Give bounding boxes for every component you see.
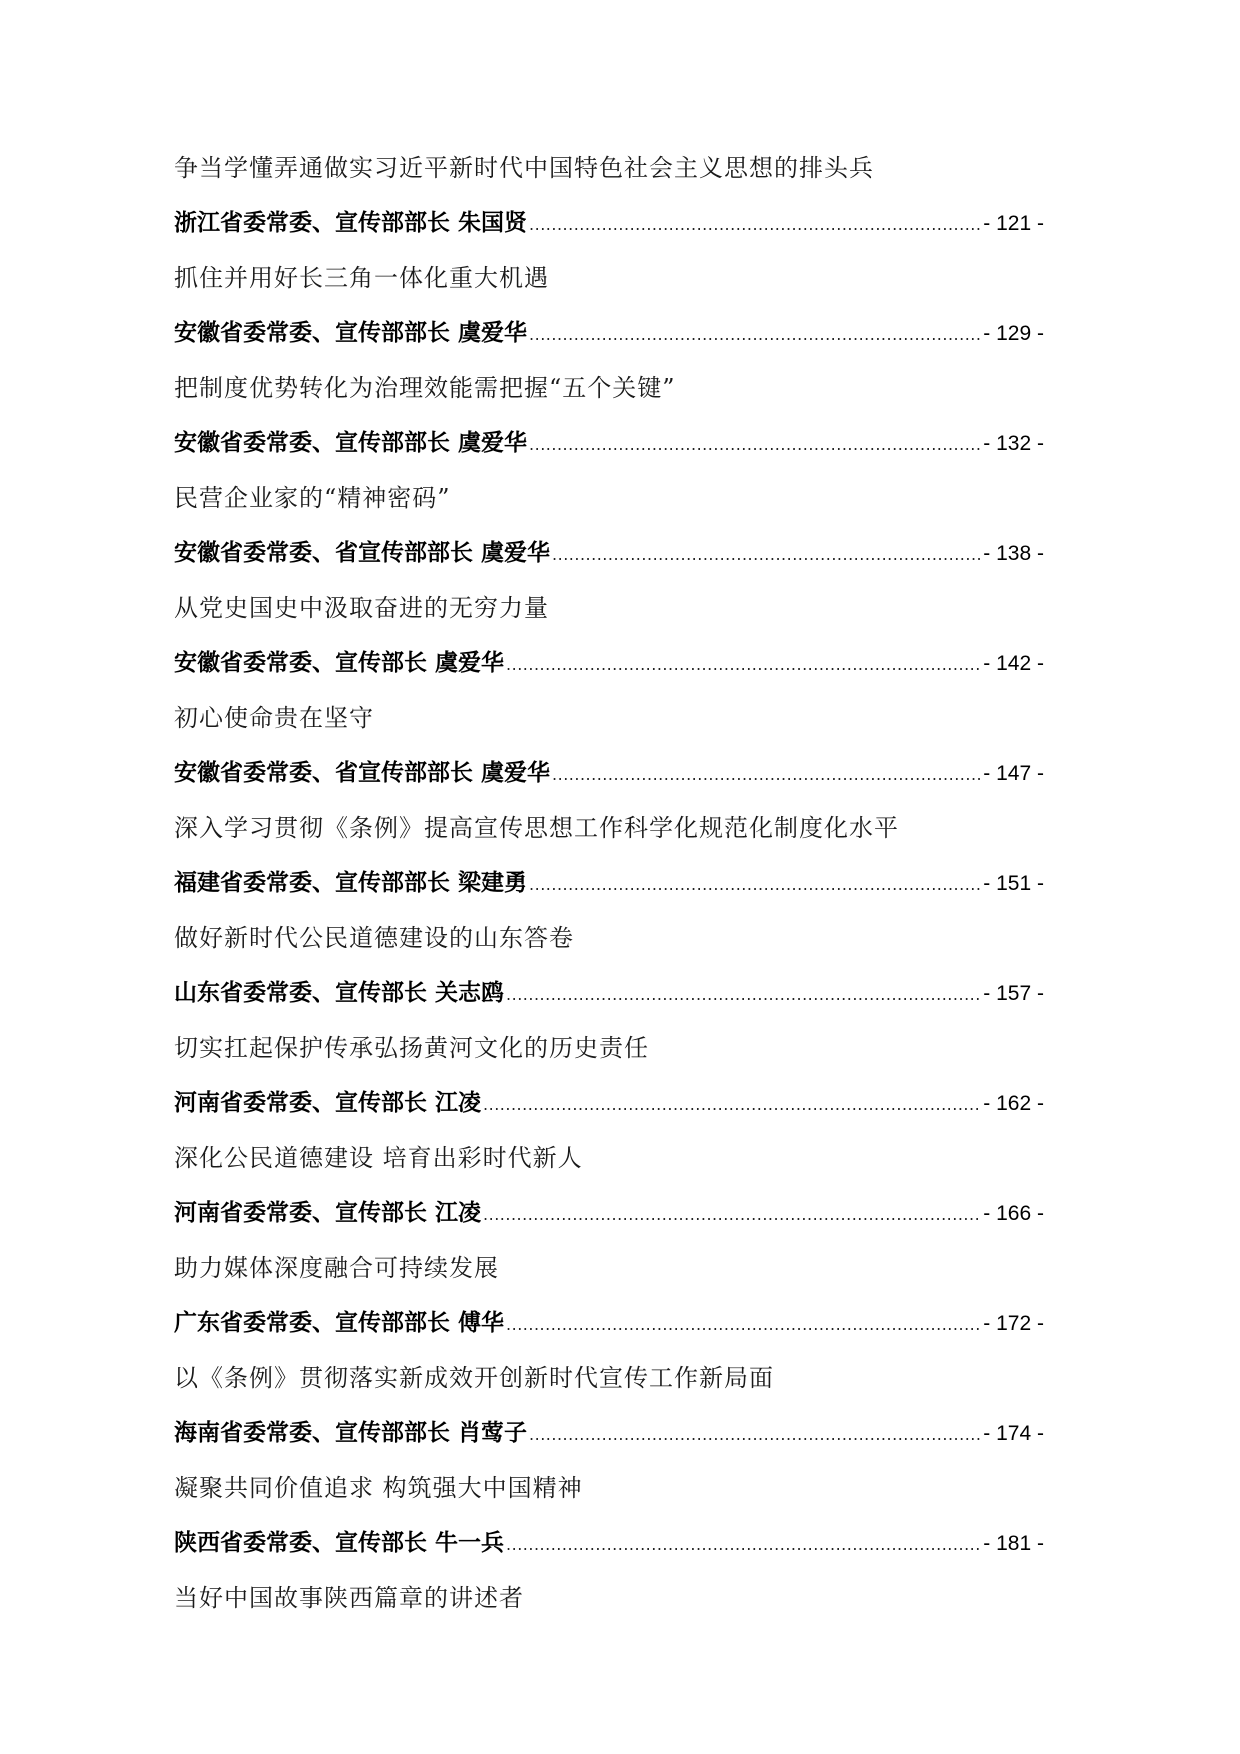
dot-leader <box>506 1298 981 1352</box>
toc-entry-author: 安徽省委常委、宣传部部长 虞爱华 <box>174 430 528 456</box>
dot-leader <box>529 308 981 362</box>
toc-entry-author-line[interactable] <box>174 856 1044 910</box>
toc-entry-author-line[interactable] <box>174 636 1044 690</box>
dot-leader <box>552 528 981 582</box>
toc-entry-author: 陕西省委常委、宣传部长 牛一兵 <box>174 1530 505 1556</box>
toc-entry-author-line[interactable] <box>174 416 1044 470</box>
toc-entry-author-line[interactable] <box>174 196 1044 250</box>
toc-entry-author-line[interactable] <box>174 526 1044 580</box>
toc-entry-author: 安徽省委常委、省宣传部部长 虞爱华 <box>174 540 551 566</box>
toc-entry-page-number: - 181 - <box>983 1532 1044 1555</box>
toc-entry-author-line[interactable] <box>174 306 1044 360</box>
toc-entry-title: 切实扛起保护传承弘扬黄河文化的历史责任 <box>174 1034 649 1062</box>
toc-entry-author: 浙江省委常委、宣传部部长 朱国贤 <box>174 210 528 236</box>
toc-entry-author-line[interactable] <box>174 1186 1044 1240</box>
toc-entry-author: 河南省委常委、宣传部长 江凌 <box>174 1200 482 1226</box>
toc-entry-author-line[interactable] <box>174 746 1044 800</box>
toc-entry-title: 从党史国史中汲取奋进的无穷力量 <box>174 594 549 622</box>
toc-entry-author-line[interactable] <box>174 1406 1044 1460</box>
dot-leader <box>529 198 981 252</box>
toc-entry-author: 安徽省委常委、省宣传部部长 虞爱华 <box>174 760 551 786</box>
toc-entry-title: 抓住并用好长三角一体化重大机遇 <box>174 264 549 292</box>
dot-leader <box>529 418 981 472</box>
toc-entry-author: 安徽省委常委、宣传部部长 虞爱华 <box>174 320 528 346</box>
toc-entry-page-number: - 142 - <box>983 652 1044 675</box>
dot-leader <box>506 1518 981 1572</box>
toc-entry-title: 助力媒体深度融合可持续发展 <box>174 1254 499 1282</box>
toc-entry-page-number: - 157 - <box>983 982 1044 1005</box>
dot-leader <box>483 1078 981 1132</box>
toc-entry-page-number: - 132 - <box>983 432 1044 455</box>
toc-entry-author-line[interactable] <box>174 1296 1044 1350</box>
toc-entry-page-number: - 151 - <box>983 872 1044 895</box>
toc-entry-page-number: - 129 - <box>983 322 1044 345</box>
dot-leader <box>552 748 981 802</box>
toc-entry-title: 做好新时代公民道德建设的山东答卷 <box>174 924 574 952</box>
toc-entry <box>174 470 1044 580</box>
toc-entry-title: 凝聚共同价值追求 构筑强大中国精神 <box>174 1474 583 1502</box>
toc-entry <box>174 1350 1044 1460</box>
toc-entry-author: 山东省委常委、宣传部长 关志鸥 <box>174 980 505 1006</box>
toc-entry-author-line[interactable] <box>174 966 1044 1020</box>
toc-entry-page-number: - 172 - <box>983 1312 1044 1335</box>
toc-entry-author-line[interactable] <box>174 1076 1044 1130</box>
toc-entry-page-number: - 138 - <box>983 542 1044 565</box>
toc-entry-title: 民营企业家的“精神密码” <box>174 484 451 512</box>
toc-entry <box>174 1240 1044 1350</box>
toc-entry <box>174 250 1044 360</box>
dot-leader <box>483 1188 981 1242</box>
toc-entry <box>174 690 1044 800</box>
toc-entry <box>174 360 1044 470</box>
toc-entry-title: 当好中国故事陕西篇章的讲述者 <box>174 1584 524 1612</box>
toc-entry <box>174 1020 1044 1130</box>
table-of-contents <box>174 140 1044 1626</box>
toc-entry <box>174 910 1044 1020</box>
toc-entry-author: 海南省委常委、宣传部部长 肖莺子 <box>174 1420 528 1446</box>
toc-entry-title: 以《条例》贯彻落实新成效开创新时代宣传工作新局面 <box>174 1364 774 1392</box>
dot-leader <box>506 968 981 1022</box>
toc-entry-page-number: - 166 - <box>983 1202 1044 1225</box>
toc-entry-author: 福建省委常委、宣传部部长 梁建勇 <box>174 870 528 896</box>
toc-entry-title: 深入学习贯彻《条例》提高宣传思想工作科学化规范化制度化水平 <box>174 814 899 842</box>
toc-entry-page-number: - 162 - <box>983 1092 1044 1115</box>
dot-leader <box>506 638 981 692</box>
toc-entry-author: 广东省委常委、宣传部部长 傅华 <box>174 1310 505 1336</box>
toc-entry-page-number: - 121 - <box>983 212 1044 235</box>
toc-entry-author-line[interactable] <box>174 1516 1044 1570</box>
toc-entry <box>174 800 1044 910</box>
toc-entry <box>174 1460 1044 1570</box>
toc-entry-title: 把制度优势转化为治理效能需把握“五个关键” <box>174 374 676 402</box>
toc-entry-title: 争当学懂弄通做实习近平新时代中国特色社会主义思想的排头兵 <box>174 154 874 182</box>
toc-entry-title: 深化公民道德建设 培育出彩时代新人 <box>174 1144 583 1172</box>
toc-entry-page-number: - 174 - <box>983 1422 1044 1445</box>
toc-entry-author: 河南省委常委、宣传部长 江凌 <box>174 1090 482 1116</box>
toc-entry <box>174 1130 1044 1240</box>
toc-entry-author: 安徽省委常委、宣传部长 虞爱华 <box>174 650 505 676</box>
dot-leader <box>529 1408 981 1462</box>
toc-entry <box>174 580 1044 690</box>
toc-entry <box>174 140 1044 250</box>
toc-entry-title: 初心使命贵在坚守 <box>174 704 374 732</box>
dot-leader <box>529 858 981 912</box>
toc-entry-page-number: - 147 - <box>983 762 1044 785</box>
